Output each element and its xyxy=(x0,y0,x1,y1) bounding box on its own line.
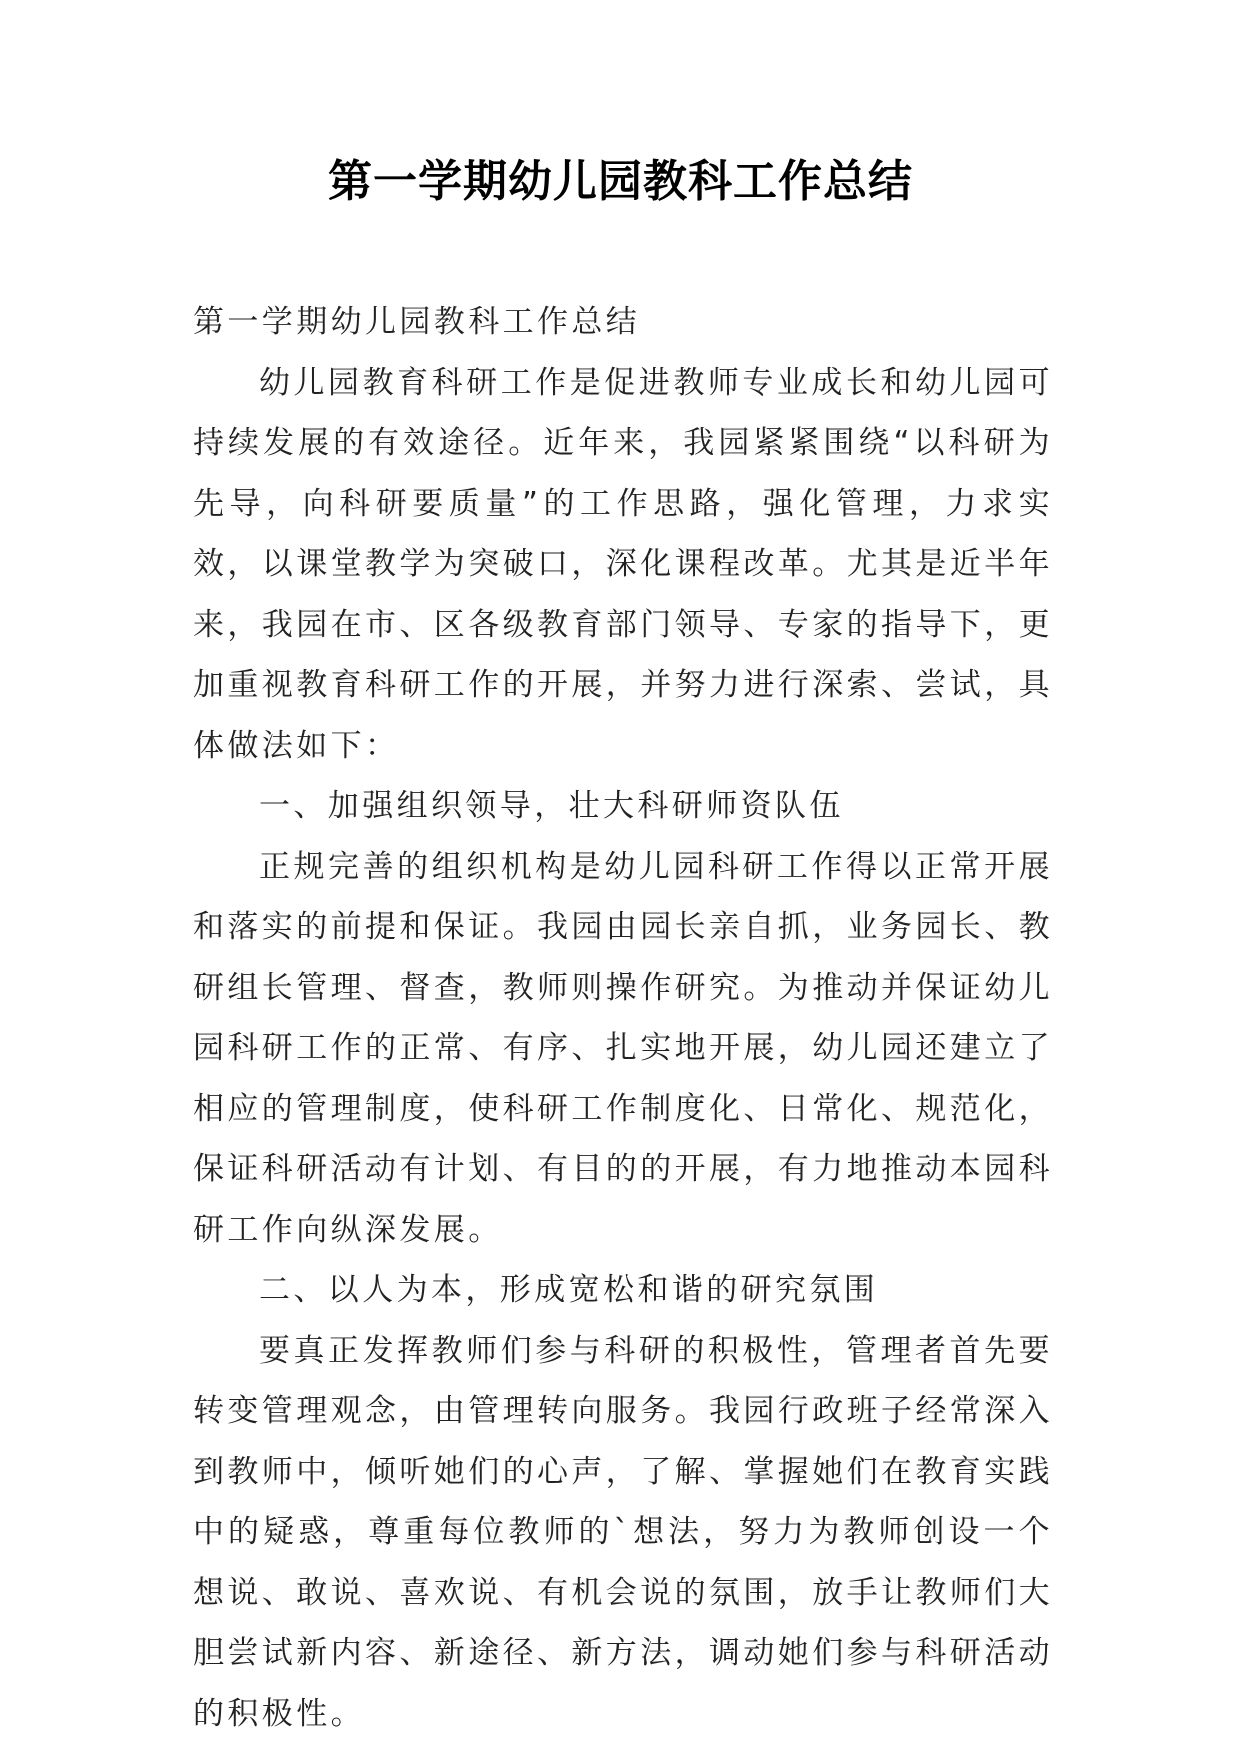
paragraph-intro: 幼儿园教育科研工作是促进教师专业成长和幼儿园可持续发展的有效途径。近年来，我园紧紧围绕“以科研为先导，向科研要质量”的工作思路，强化管理，力求实效，以课堂教学为突破口，深化课程改革。尤其是近半年来，我园在市、区各级教育部门领导、专家的指导下，更加重视教育科研工作的开展，并努力进行深索、尝试，具体做法如下： xyxy=(193,364,1053,764)
paragraph-section-2: 要真正发挥教师们参与科研的积极性，管理者首先要转变管理观念，由管理转向服务。我园行政班子经常深入到教师中，倾听她们的心声，了解、掌握她们在教育实践中的疑惑，尊重每位教师的`想法，努力为教师创设一个想说、敢说、喜欢说、有机会说的氛围，放手让教师们大胆尝试新内容、新途径、新方法，调动她们参与科研活动的积极性。 xyxy=(193,1332,1053,1732)
document-body xyxy=(193,292,1053,1744)
document-title: 第一学期幼儿园教科工作总结 xyxy=(328,156,913,207)
paragraph-section-1: 正规完善的组织机构是幼儿园科研工作得以正常开展和落实的前提和保证。我园由园长亲自抓，业务园长、教研组长管理、督查，教师则操作研究。为推动并保证幼儿园科研工作的正常、有序、扎实地开展，幼儿园还建立了相应的管理制度，使科研工作制度化、日常化、规范化，保证科研活动有计划、有目的的开展，有力地推动本园科研工作向纵深发展。 xyxy=(193,848,1053,1248)
section-heading-1: 一、加强组织领导，壮大科研师资队伍 xyxy=(259,788,844,824)
document-subtitle: 第一学期幼儿园教科工作总结 xyxy=(193,304,641,340)
section-heading-2: 二、以人为本，形成宽松和谐的研究氛围 xyxy=(259,1272,879,1308)
